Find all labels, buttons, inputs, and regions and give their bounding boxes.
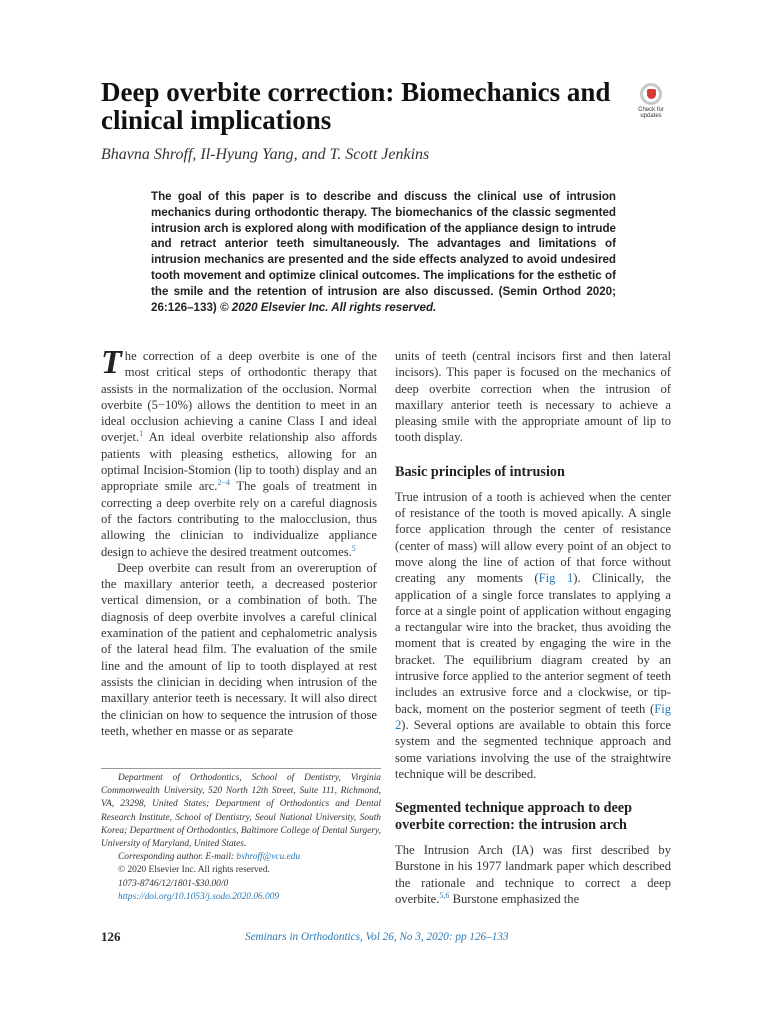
section-heading-basic-principles: Basic principles of intrusion: [395, 463, 565, 480]
badge-label: Check for updates: [638, 107, 664, 119]
section-heading-segmented-technique: Segmented technique approach to deep overbite correction: the intrusion arch: [395, 800, 632, 834]
article-title: Deep overbite correction: Biomechanics and clinical implications: [101, 77, 611, 135]
abstract-copyright: © 2020 Elsevier Inc. All rights reserved.: [220, 300, 437, 314]
intro-paragraph: [101, 344, 377, 560]
update-icon: [640, 83, 662, 105]
abstract: [151, 189, 616, 315]
scope-paragraph: units of teeth (central incisors first and then lateral incisors). This paper is focused on the mechanics of deep overbite correction when the intrusion of maxillary anterior teeth is necessary to achieve a pleasing smile with the appropriate amount of lip to tooth display.: [395, 349, 671, 445]
footnote-divider: [101, 768, 381, 769]
issn-line: 1073-8746/12/1801-$30.00/0: [118, 878, 229, 889]
right-column: [395, 348, 671, 907]
doi-link[interactable]: https://doi.org/10.1053/j.sodo.2020.06.009: [118, 891, 280, 902]
intro-text-2: An ideal overbite relationship also affords patients with pleasing esthetics, allowing for an optimal Incision-Stomion (lip to tooth) display and an appropriate smile arc.: [101, 430, 377, 494]
principles-text-1: True intrusion of a tooth is achieved when the center of resistance of the tooth is moved apically. A single force application through the center of resistance (center of mass) will allow every point of an object to move along the line of action of that force without creating any moments (: [395, 489, 671, 586]
intro-text-1: he correction of a deep overbite is one of the most critical steps of orthodontic therapy that assists in the normalization of the occlusion. Normal overbite (5−10%) allows the dentition to meet in an ideal occlusion achieving a canine Class I and ideal overjet.: [101, 349, 377, 445]
arch-text-2: Burstone emphasized the: [449, 892, 580, 907]
journal-citation: Seminars in Orthodontics, Vol 26, No 3, 2020: pp 126–133: [245, 931, 509, 943]
ref-link-2-4[interactable]: 2−4: [217, 478, 230, 488]
fig-1-link[interactable]: Fig 1: [538, 571, 574, 586]
ref-link-5[interactable]: 5: [351, 543, 356, 553]
arch-text-1: The Intrusion Arch (IA) was first described by Burstone in his 1977 landmark paper which described the rationale and technique to correct a deep overbite.: [395, 843, 671, 907]
author-list: Bhavna Shroff, Il-Hyung Yang, and T. Scott Jenkins: [101, 146, 430, 163]
left-column: [101, 344, 377, 739]
principles-text-3: ). Several options are available to obtain this force system and the segmented technique approach and some variations involving the use of the straightwire technique will be described.: [395, 717, 671, 781]
intrusion-principles-paragraph: [395, 489, 671, 782]
check-for-updates-badge[interactable]: [631, 83, 671, 123]
intro-text-3: The goals of treatment in correcting a deep overbite rely on a careful diagnosis of the factors contributing to the malocclusion, thus allowing the clinician to individualize appliance design to achieve the desired treatment outcomes.: [101, 479, 377, 559]
affiliation-text: Department of Orthodontics, School of Dentistry, Virginia Commonwealth University, 520 North 12th Street, Suite 111, Richmond, VA, 23298, United States; Department of Orthodontics and Dental Research Institute, School of Dentistry, Seoul National University, South Korea; Department of Orthodontics, Baltimore College of Dental Surgery, University of Maryland, United States.: [101, 773, 381, 850]
diagnosis-paragraph: Deep overbite can result from an overeruption of the maxillary anterior teeth, a decreased posterior vertical dimension, or a combination of both. The diagnosis of deep overbite involves a careful clinical examination of the patient and cephalometric analysis of the lateral head film. The evaluation of the smile line and the amount of lip to tooth displayed at rest assists the clinician in deciding when intrusion of the maxillary anterior teeth is necessary. It will also direct the clinician on how to sequence the intrusion of those teeth, whether en masse or as separate: [101, 560, 377, 738]
ref-link-5-6[interactable]: 5,6: [439, 890, 450, 900]
abstract-body: The goal of this paper is to describe and discuss the clinical use of intrusion mechanics during orthodontic therapy. The biomechanics of the classic segmented intrusion arch is explored along with modification of the appliance design to intrude and retract anterior teeth simultaneously. The advantages and limitations of intrusion mechanics are presented and the side effects analyzed to avoid undesired tooth movement and optimize clinical outcomes. The implications for the esthetic of the smile and the retention of intrusion are also discussed. (Semin Orthod 2020; 26:126–133): [151, 190, 616, 314]
ref-link-1[interactable]: 1: [139, 429, 144, 439]
author-email-link[interactable]: bshroff@vcu.edu: [236, 852, 301, 863]
corresponding-author: [101, 851, 381, 864]
intrusion-arch-paragraph: [395, 842, 671, 907]
affiliation-footnote: [101, 772, 381, 904]
corresponding-label: Corresponding author. E-mail:: [118, 852, 237, 863]
fig-2-link[interactable]: Fig 2: [395, 701, 671, 732]
principles-text-2: ). Clinically, the application of a single force translates to applying a force at a single point of application without engaging a rectangular wire into the bracket, thus avoiding the moment that is created by engaging the wire in the bracket. The equilibrium diagram created by an intrusive force applied to the anterior segment of teeth includes an extrusive force and a clockwise, or tip-back, moment on the posterior segment of teeth (: [395, 571, 671, 716]
page-number: 126: [101, 929, 121, 944]
drop-cap: T: [101, 344, 122, 381]
footnote-copyright: © 2020 Elsevier Inc. All rights reserved.: [118, 865, 270, 876]
